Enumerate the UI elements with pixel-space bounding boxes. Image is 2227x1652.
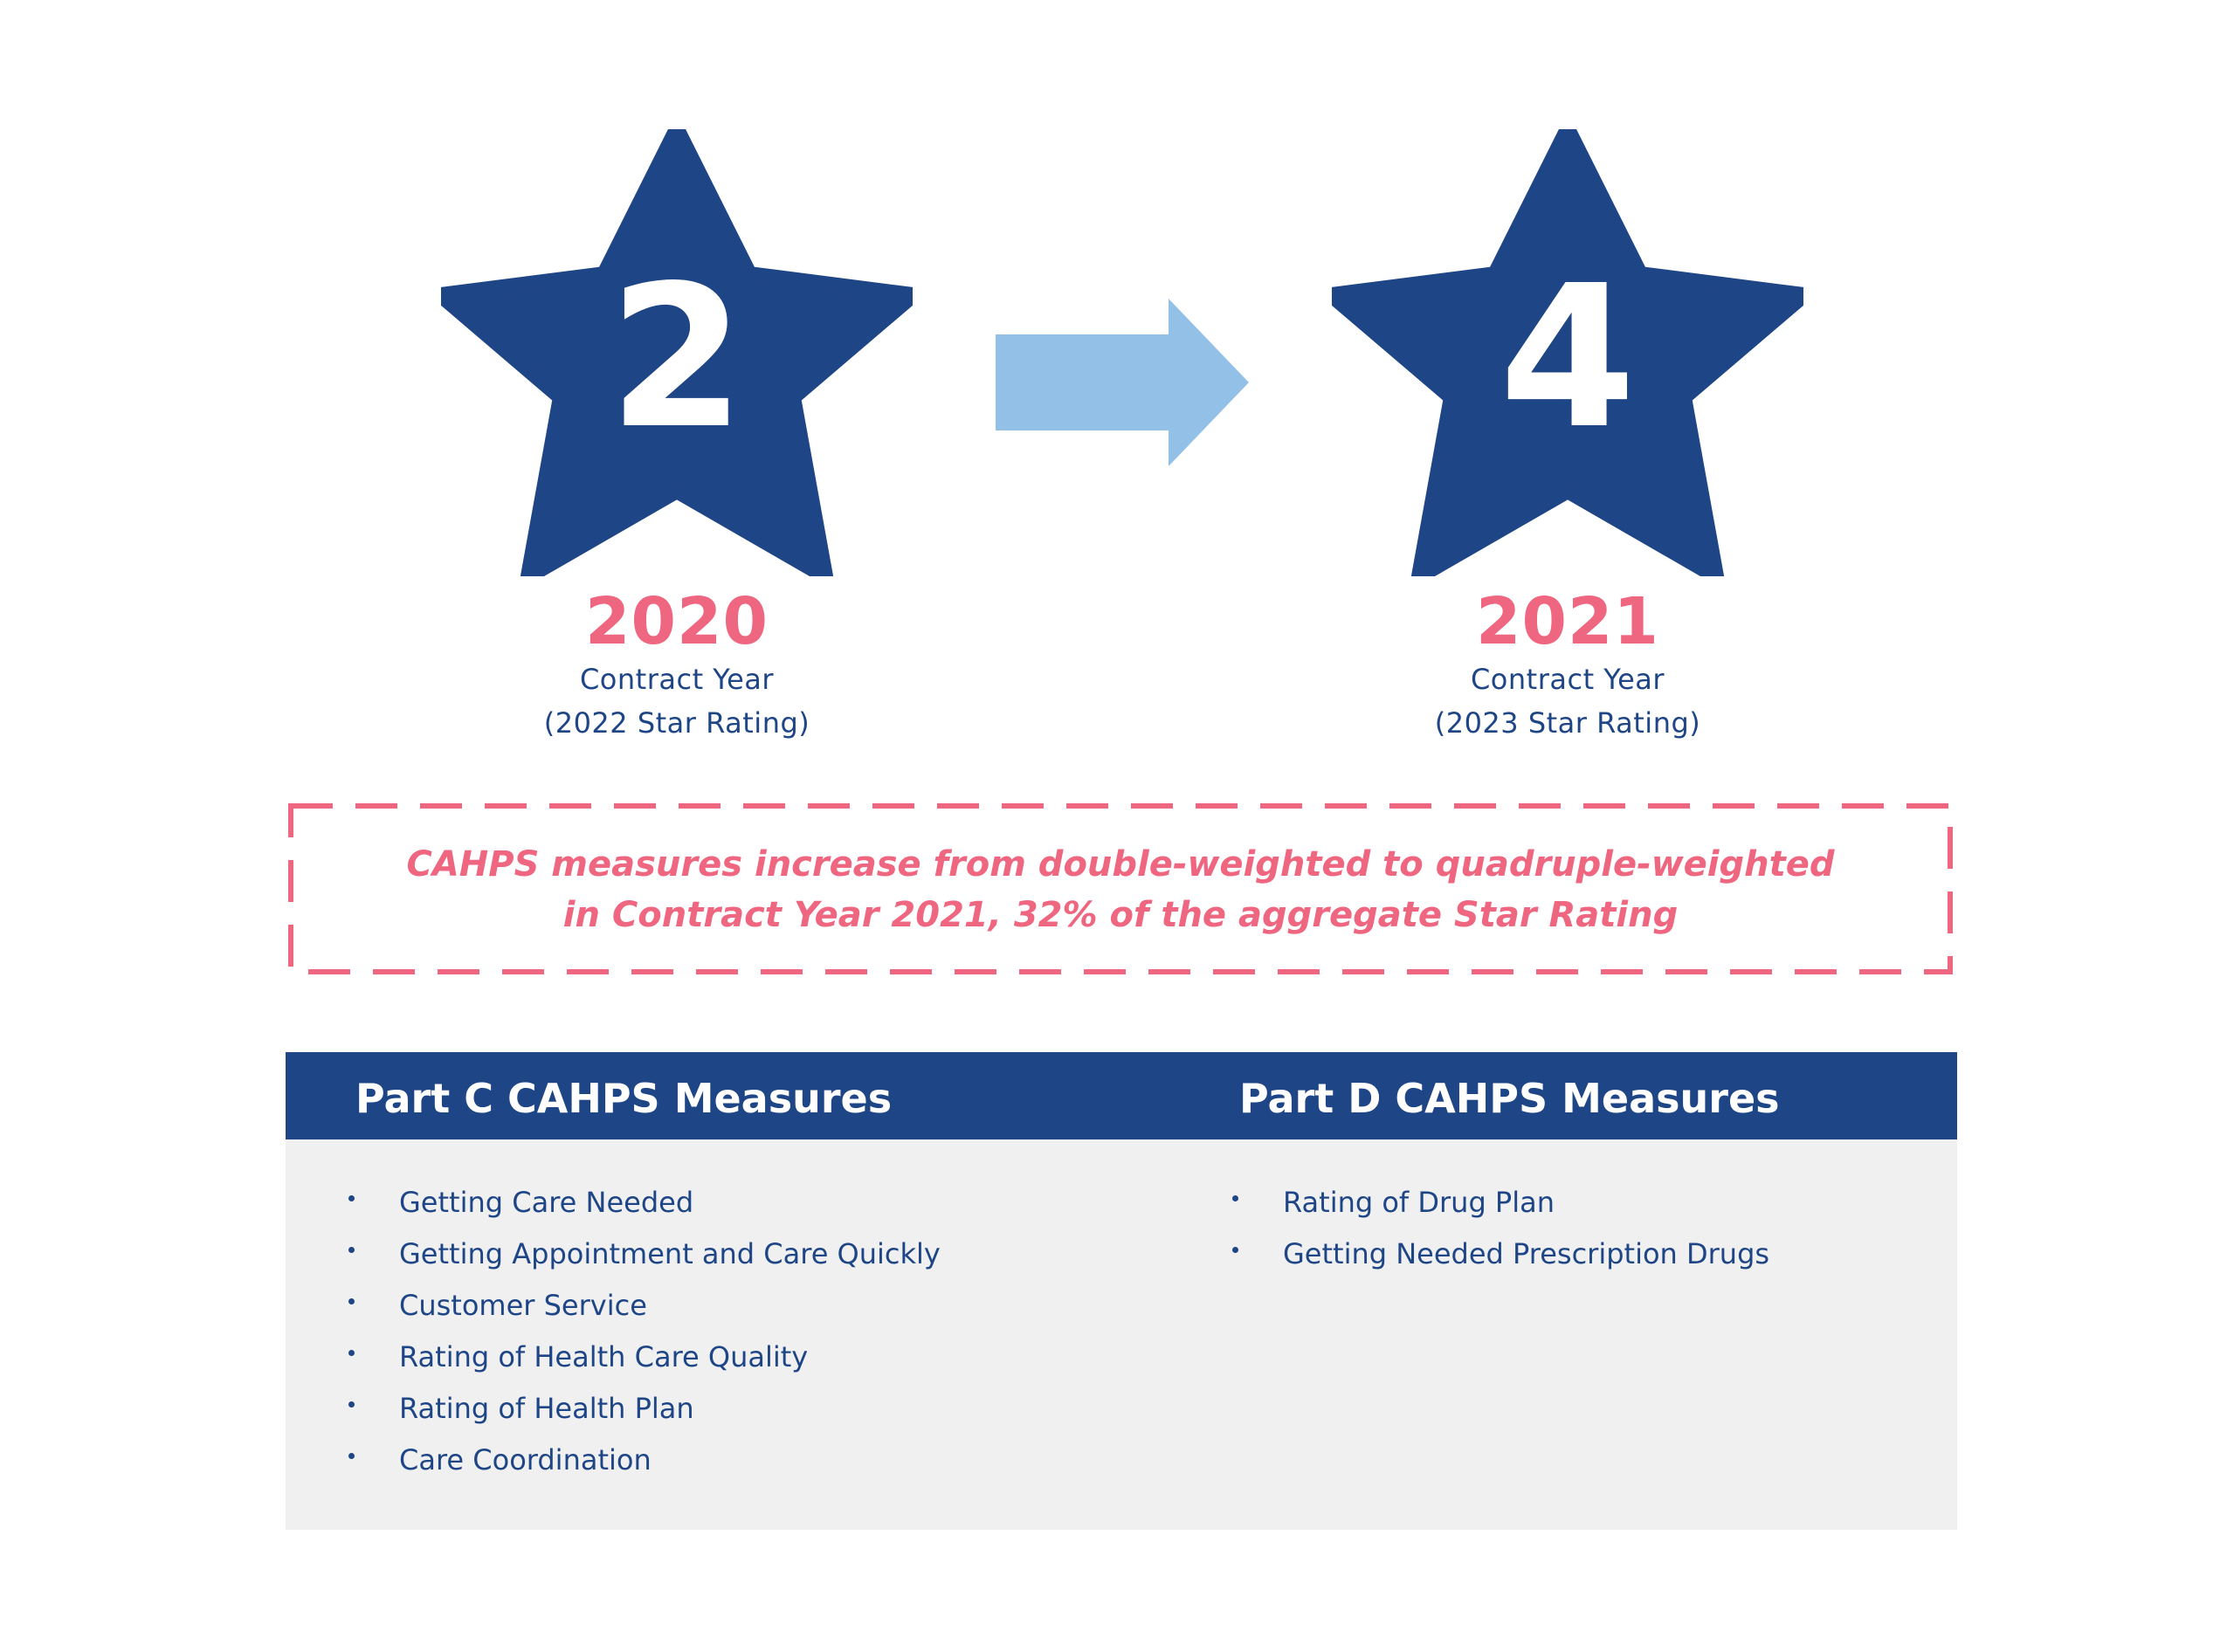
dashed-border bbox=[288, 803, 1953, 974]
measure-label: Getting Care Needed bbox=[399, 1186, 694, 1219]
measure-item bbox=[340, 1237, 941, 1291]
callout-line-2: in Contract Year 2021, 32% of the aggregate Star Rating bbox=[562, 895, 1679, 935]
measure-label: Rating of Health Plan bbox=[399, 1392, 694, 1425]
measure-item bbox=[1224, 1188, 1769, 1240]
measure-item bbox=[340, 1340, 941, 1394]
callout-line-1: CAHPS measures increase from double-weighted to quadruple-weighted bbox=[406, 844, 1835, 885]
star-rating-label: (2022 Star Rating) bbox=[543, 706, 810, 740]
bullet-icon bbox=[348, 1350, 355, 1356]
year-2021: 2021 bbox=[1476, 584, 1659, 659]
measure-label: Rating of Drug Plan bbox=[1283, 1186, 1555, 1219]
measure-label: Getting Appointment and Care Quickly bbox=[399, 1237, 941, 1270]
weighting-callout bbox=[288, 803, 1953, 974]
measure-item bbox=[340, 1394, 941, 1446]
measures-header bbox=[286, 1052, 1957, 1139]
part-d-measure-list bbox=[1224, 1188, 1769, 1291]
measure-label: Rating of Health Care Quality bbox=[399, 1340, 809, 1373]
measure-label: Care Coordination bbox=[399, 1443, 652, 1476]
part-c-measure-list bbox=[340, 1188, 941, 1497]
star-2020 bbox=[441, 129, 913, 576]
measure-label: Customer Service bbox=[399, 1289, 647, 1322]
measure-item bbox=[1224, 1237, 1770, 1291]
bullet-icon bbox=[348, 1453, 355, 1459]
measure-item bbox=[340, 1443, 941, 1497]
measure-item bbox=[340, 1188, 941, 1240]
bullet-icon bbox=[348, 1401, 355, 1408]
bullet-icon bbox=[348, 1247, 355, 1253]
bullet-icon bbox=[1232, 1195, 1238, 1201]
star-rating-number: 4 bbox=[1499, 244, 1637, 472]
contract-year-label: Contract Year bbox=[1470, 663, 1665, 696]
part-d-title: Part D CAHPS Measures bbox=[1239, 1075, 1780, 1122]
measures-panel bbox=[286, 1139, 1957, 1530]
part-c-title: Part C CAHPS Measures bbox=[355, 1075, 893, 1122]
bullet-icon bbox=[348, 1298, 355, 1304]
bullet-icon bbox=[348, 1195, 355, 1201]
measure-item bbox=[340, 1291, 941, 1343]
measure-label: Getting Needed Prescription Drugs bbox=[1283, 1237, 1770, 1270]
star-rating-number: 2 bbox=[608, 244, 746, 472]
contract-year-label: Contract Year bbox=[579, 663, 775, 696]
star-rating-label: (2023 Star Rating) bbox=[1434, 706, 1701, 740]
year-2020: 2020 bbox=[585, 584, 769, 659]
star-2021 bbox=[1332, 129, 1803, 576]
arrow-right-icon bbox=[996, 295, 1258, 470]
bullet-icon bbox=[1232, 1247, 1238, 1253]
